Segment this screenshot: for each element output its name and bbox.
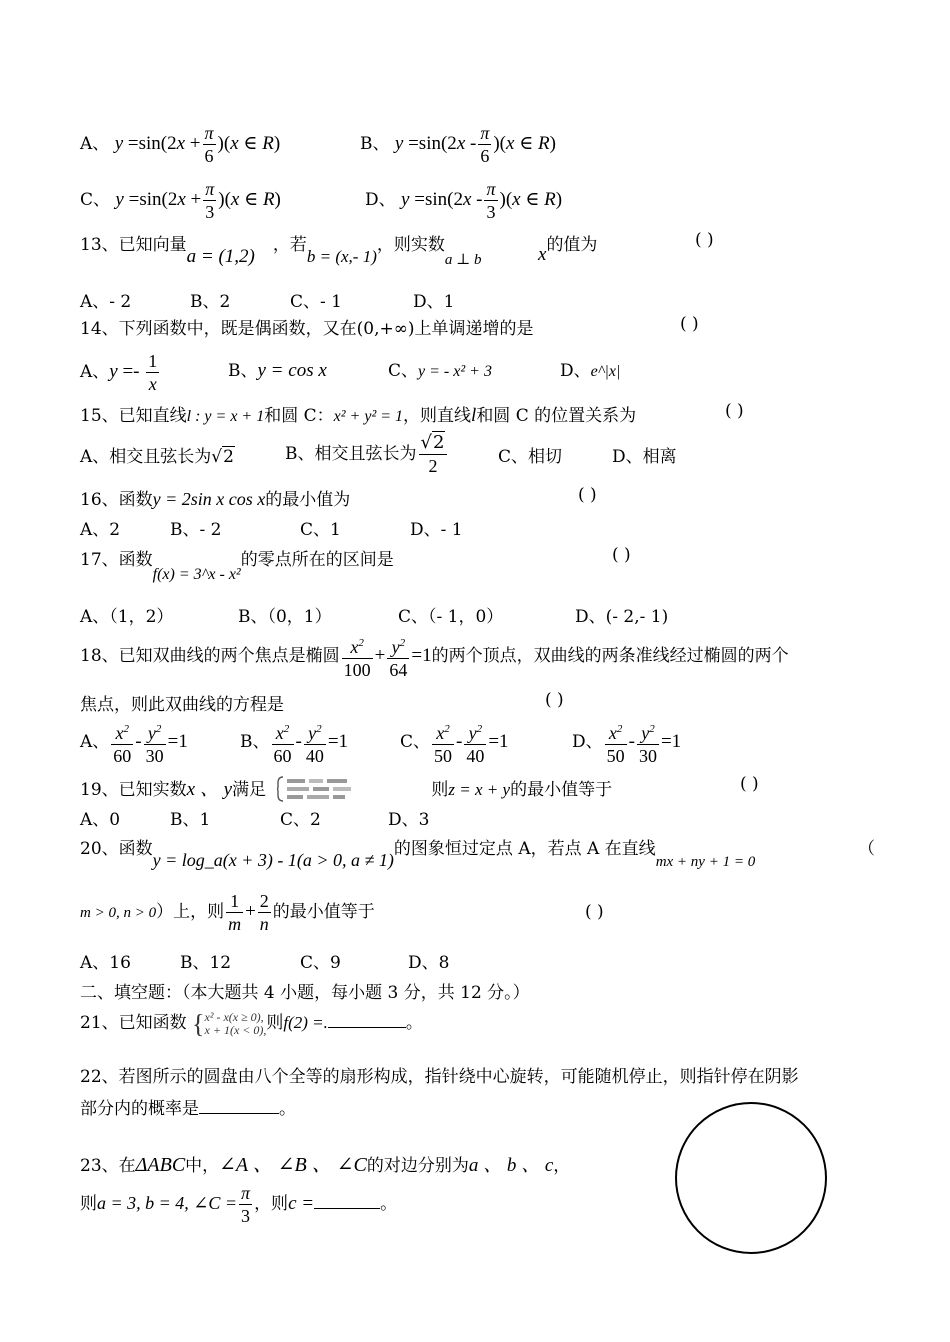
q20-stem-line1: 20、函数y = log_a(x + 3) - 1(a > 0, a ≠ 1)的图象恒过定点 A，若点 A 在直线mx + ny + 1 = 0 [80, 839, 756, 870]
q15-option-a: A、相交且弦长为√2 [80, 447, 234, 467]
q12-b-expr: y =sin(2x - $\frac{\pi}{6}$ )(x ∈ R) [394, 123, 556, 166]
q12-c-expr: y =sin(2x + $\frac{\pi}{3}$ )(x ∈ R) [115, 179, 281, 222]
q16-answer-paren[interactable]: ( ) [578, 485, 597, 505]
q12-d-expr: y =sin(2x - $\frac{\pi}{3}$ )(x ∈ R) [401, 179, 563, 222]
q17-answer-paren[interactable]: ( ) [612, 545, 631, 565]
q12-option-a: A、 y =sin(2x + $\frac{\pi}{6}$ )(x ∈ R) [80, 123, 281, 166]
q16-option-a: A、2 [80, 520, 121, 540]
q13-answer-paren[interactable]: ( ) [695, 230, 714, 250]
q16-option-c: C、1 [300, 520, 341, 540]
q17-option-d: D、(- 2,- 1) [575, 607, 669, 627]
q21-piecewise: { x² - x(x ≥ 0), x + 1(x < 0), [192, 1009, 267, 1038]
q18-answer-paren[interactable]: ( ) [545, 690, 564, 710]
q20-option-c: C、9 [300, 953, 341, 973]
q19-constraint-system-image [277, 775, 425, 806]
q15-stem: 15、已知直线l : y = x + 1和圆 C：x² + y² = 1，则直线l和圆 C 的位置关系为 [80, 405, 637, 426]
q19-answer-paren[interactable]: ( ) [740, 774, 759, 794]
q15-option-b: B、相交且弦长为 $\frac{√2}{2}$ [285, 432, 449, 477]
q20-option-b: B、12 [180, 953, 232, 973]
q19-option-c: C、2 [280, 810, 321, 830]
q15-option-d: D、相离 [612, 447, 677, 467]
q23-stem-line1: 23、在ΔABC中，∠A 、 ∠B 、 ∠C的对边分别为a 、 b 、 c， [80, 1154, 571, 1176]
q14-stem: 14、下列函数中，既是偶函数，又在(0,+∞)上单调递增的是 [80, 319, 534, 339]
q18-option-d: D、 $\frac{x^2}{50}$ - $\frac{y^2}{30}$ =1 [572, 718, 681, 767]
q14-option-b: B、y = cos x [228, 360, 327, 381]
q16-option-d: D、- 1 [410, 520, 463, 540]
q18-stem-line2: 焦点，则此双曲线的方程是 [80, 695, 284, 715]
q18-option-a: A、 $\frac{x^2}{60}$ - $\frac{y^2}{30}$ =1 [80, 718, 188, 767]
q20-option-a: A、16 [80, 953, 131, 973]
q13-option-a: A、- 2 [80, 292, 132, 312]
q14-option-c: C、y = - x² + 3 [388, 361, 492, 381]
q16-option-b: B、- 2 [170, 520, 222, 540]
q17-option-a: A、（1，2） [80, 607, 174, 627]
q18-option-c: C、 $\frac{x^2}{50}$ - $\frac{y^2}{40}$ =1 [400, 718, 509, 767]
q22-stem-line1: 22、若图所示的圆盘由八个全等的扇形构成，指针绕中心旋转，可能随机停止，则指针停在阴影 [80, 1067, 799, 1087]
q19-stem: 19、已知实数x 、 y满足 则z = x + y的最小值等于 [80, 774, 612, 806]
q17-option-c: C、（- 1，0） [398, 607, 504, 627]
q22-answer-blank[interactable] [199, 1097, 279, 1114]
q21-answer-blank[interactable] [328, 1011, 406, 1028]
q20-answer-paren[interactable]: ( ) [585, 902, 604, 922]
q13-tail: x的值为 [538, 235, 598, 265]
q17-stem: 17、函数f(x) = 3^x - x²的零点所在的区间是 [80, 550, 394, 583]
q17-option-b: B、（0，1） [238, 607, 332, 627]
q12-option-b: B、 y =sin(2x - $\frac{\pi}{6}$ )(x ∈ R) [360, 123, 556, 166]
q20-option-d: D、8 [408, 953, 450, 973]
spinner-disk-figure [675, 1102, 827, 1254]
q14-option-d: D、e^|x| [560, 361, 621, 381]
q13-option-c: C、- 1 [290, 292, 342, 312]
q13-option-b: B、2 [190, 292, 231, 312]
q19-option-d: D、3 [388, 810, 430, 830]
q22-stem-line2: 部分内的概率是 。 [80, 1099, 296, 1119]
q16-stem: 16、函数y = 2sin x cos x的最小值为 [80, 489, 351, 510]
q20-stem-line2: m > 0, n > 0）上，则 $\frac{1}{m}$ + $\frac{2}{n}$ 的最小值等于 [80, 891, 375, 934]
q14-answer-paren[interactable]: ( ) [680, 314, 699, 334]
q19-option-b: B、1 [170, 810, 211, 830]
section-fill-in-blank-heading: 二、填空题：（本大题共 4 小题，每小题 3 分，共 12 分。） [80, 983, 530, 1003]
q13-option-d: D、1 [413, 292, 455, 312]
q15-option-c: C、相切 [498, 447, 563, 467]
q12-option-d: D、 y =sin(2x - $\frac{\pi}{3}$ )(x ∈ R) [365, 179, 563, 222]
q18-option-b: B、 $\frac{x^2}{60}$ - $\frac{y^2}{40}$ =1 [240, 718, 348, 767]
q19-option-a: A、0 [80, 810, 121, 830]
q12-option-c: C、 y =sin(2x + $\frac{\pi}{3}$ )(x ∈ R) [80, 179, 281, 222]
blurred-constraints-icon [277, 775, 425, 803]
q23-answer-blank[interactable] [314, 1192, 380, 1209]
q21-stem: 21、已知函数 { x² - x(x ≥ 0), x + 1(x < 0), 则f(2) =. 。 [80, 1009, 423, 1038]
q20-open-paren: （ [858, 839, 875, 859]
q12-a-expr: y =sin(2x + $\frac{\pi}{6}$ )(x ∈ R) [114, 123, 281, 166]
q23-stem-line2: 则a = 3, b = 4, ∠C = $\frac{\pi}{3}$ ，则c = 。 [80, 1183, 398, 1226]
q14-option-a: A、y =- $\frac{1}{x}$ [80, 351, 158, 394]
q15-answer-paren[interactable]: ( ) [725, 401, 744, 421]
q13-stem: 13、已知向量a = (1,2)，若b = (x,- 1)，则实数a ⊥ b [80, 235, 482, 268]
q18-stem-line1: 18、已知双曲线的两个焦点是椭圆 $\frac{x^2}{100}$ + $\frac{y^2}{64}$ =1的两个顶点，双曲线的两条准线经过椭圆的两个 [80, 632, 789, 681]
